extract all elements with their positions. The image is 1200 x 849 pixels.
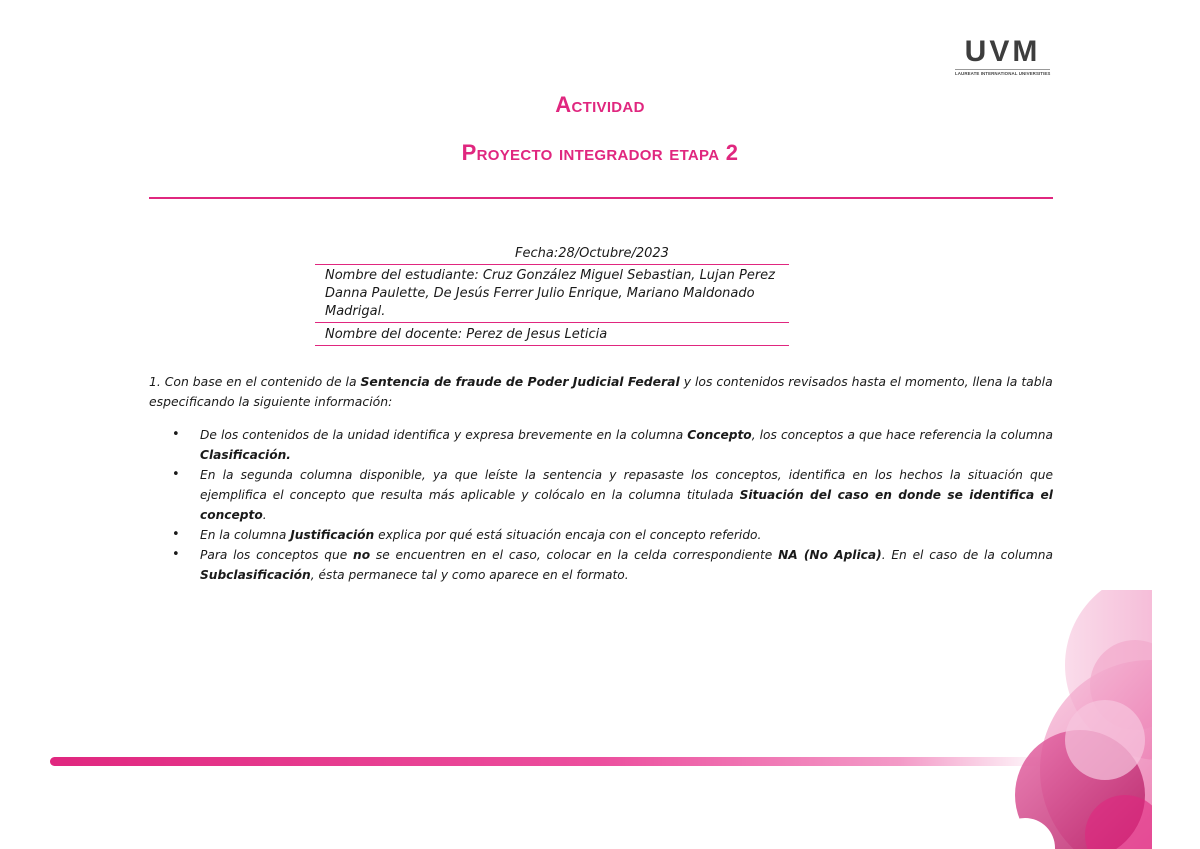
b4-text-4: , ésta permanece tal y como aparece en el formato. (310, 568, 629, 582)
list-item (168, 465, 1053, 525)
bullet-icon: • (172, 467, 180, 482)
teacher-text: Nombre del docente: Perez de Jesus Leticia (325, 327, 608, 342)
decorative-circles (985, 590, 1152, 849)
teacher-name (315, 323, 789, 346)
student-line-2: Danna Paulette, De Jesús Ferrer Julio Enrique, Mariano Maldonado (325, 286, 755, 301)
date-line (315, 245, 789, 265)
deco-circle (1065, 700, 1145, 780)
date-text: Fecha:28/Octubre/2023 (515, 246, 669, 261)
bullet-icon: • (172, 427, 180, 442)
instructions-list (168, 425, 1053, 585)
b4-bold-1: no (353, 548, 371, 562)
b1-bold-2: Clasificación. (200, 448, 291, 462)
b2-text-1: En la segunda columna disponible, ya que leíste la sentencia y repasaste los conceptos, identifica en los hechos la situación que ejemplifica el concepto que resulta más aplicable y colócalo en la columna titulada (200, 468, 1053, 502)
student-line-3: Madrigal. (325, 304, 386, 319)
b4-bold-3: Subclasificación (200, 568, 311, 582)
uvm-logo (955, 36, 1050, 77)
footer-stripe (50, 757, 1050, 766)
b1-bold-1: Concepto (687, 428, 752, 442)
b1-text-2: , los conceptos a que hace referencia la columna (751, 428, 1054, 442)
list-item (168, 545, 1053, 585)
b3-bold-1: Justificación (290, 528, 375, 542)
student-names (315, 265, 789, 323)
b4-bold-2: NA (No Aplica) (778, 548, 882, 562)
b2-text-2: . (262, 508, 267, 522)
instructions-intro (149, 372, 1053, 412)
b1-text-1: De los contenidos de la unidad identifica y expresa brevemente en la columna (200, 428, 688, 442)
page-title: Actividad (555, 92, 645, 117)
intro-text-2: y los contenidos revisados hasta el momento, llena la tabla especificando la siguiente información: (149, 374, 1053, 409)
logo-tagline: LAUREATE INTERNATIONAL UNIVERSITIES (955, 71, 1051, 76)
page-subtitle: Proyecto integrador etapa 2 (461, 140, 739, 165)
bullet-icon: • (172, 547, 180, 562)
b4-text-1: Para los conceptos que (200, 548, 354, 562)
intro-text-1: 1. Con base en el contenido de la (149, 374, 361, 389)
b2-bold-1: Situación del caso en donde se identifica el concepto (200, 488, 1053, 522)
student-line-1: Nombre del estudiante: Cruz González Miguel Sebastian, Lujan Perez (325, 268, 776, 283)
list-item (168, 425, 1053, 465)
logo-wordmark: UVM (964, 35, 1041, 68)
bullet-icon: • (172, 527, 180, 542)
b4-text-2: se encuentren en el caso, colocar en la celda correspondiente (370, 548, 779, 562)
b4-text-3: . En el caso de la columna (881, 548, 1053, 562)
b3-text-1: En la columna (200, 528, 291, 542)
b3-text-2: explica por qué está situación encaja con el concepto referido. (374, 528, 762, 542)
info-block (315, 245, 789, 346)
header-divider (149, 197, 1053, 199)
intro-bold-1: Sentencia de fraude de Poder Judicial Federal (360, 374, 680, 389)
list-item (168, 525, 1053, 545)
